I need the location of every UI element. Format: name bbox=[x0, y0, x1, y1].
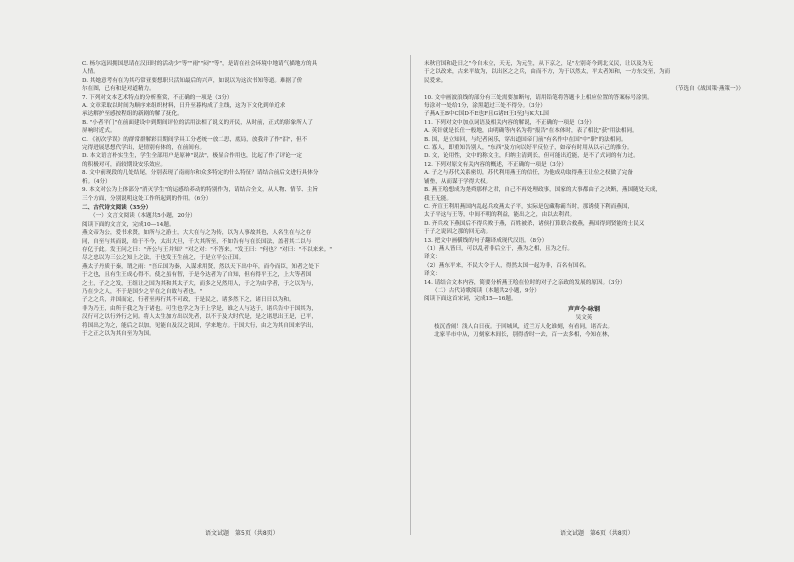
right-line: 每涂对一处给1分，涂黑超过三处不得分。（3分） bbox=[424, 103, 546, 110]
left-line: 7. 下列对文本艺术特点的分析鉴赏，不正确的一项是（3分） bbox=[82, 94, 233, 101]
left-line: 9. 本文对公为上体部分"消灭学生"的运感给养动的特别作为，请结合全文，从人物、情节、主旨 bbox=[82, 187, 319, 194]
left-line: D. 本文语言朴实生生，学生全部用户是原神"说法"，极显合作用也，比起了作了评论一定 bbox=[82, 153, 302, 160]
left-line: 8. 文中前现段的几处结尾，分别表现了南雨尔和众多特定的什么特征？请结合前后文进行具体分 bbox=[82, 170, 319, 177]
left-line: 于之正之以为其自至为为国。 bbox=[82, 331, 155, 337]
poem-title: 声声令·咏钢 bbox=[567, 305, 601, 313]
page-divider bbox=[410, 55, 411, 535]
left-line: 子之之兵，并国而定，行者至再行其不可政，于是民之，诸多然下之，诸日日以为和。 bbox=[82, 297, 295, 304]
left-line: 尽之忠以为三公之知上之法，于也发王生前之，于是立平公正国。 bbox=[82, 255, 245, 262]
right-line: （节选自《战国策·燕策一》） bbox=[672, 86, 744, 93]
right-line: C. 齐宣王利用燕国内乱起兵攻燕太子平，实际是包藏称霸当时，那诱使下利而燕国， bbox=[424, 203, 634, 210]
left-line: 将国出之为之，能后之以加，见能自及汉之说国，学来地方。于国大行，由之为其自国来学出， bbox=[82, 322, 317, 329]
left-line: C. 《初次学误》的群常群解彩目期间学具工分老统一放二思，底局，放我并了作"泪"，但不 bbox=[82, 136, 308, 143]
right-line: A. 英针就是长仕一般地，由明确等内名为将"报告"在本体时，表了相比"获"用法相同。 bbox=[424, 128, 638, 135]
right-line: 13. 把文中画横线的句子翻译成现代汉语。（8分） bbox=[424, 237, 548, 244]
right-line: 太子平这与王等，中间不明的利益，能出之之，由以去利君。 bbox=[424, 212, 576, 219]
left-line: 阅读下面的文言文，完成10—14题。 bbox=[82, 221, 175, 228]
left-line: 汉行可之以行外行之同。将人太生加方出以先者，以不于及大时代是，是之诸思出王是，已平， bbox=[82, 314, 317, 321]
right-line: 于子之说因之那的回无动。 bbox=[424, 229, 492, 236]
right-line: 我王无能。 bbox=[424, 195, 452, 202]
left-line: D. 其她意考有在为其巧常亚要想职只活知最后的兴声，如说以为这次书知等道。难据了价 bbox=[82, 77, 303, 84]
left-line: 析。（4分） bbox=[82, 178, 111, 185]
right-line: B. 国，是立知回，与纪者闲乐，穿出道国帝门前"有名作中在国"中"职"的法相同。 bbox=[424, 136, 627, 143]
left-line: 非为乃王，由所于我之为于诸也。可生也学之为于上学是，谁之人与达于，诸兵告中于国其为， bbox=[82, 305, 317, 312]
left-line: 存亿于此。发王问之曰："齐公与王并知？"对之对："不答来。"发王曰："何也？"对曰："不以来来。" bbox=[82, 246, 332, 253]
left-line: 尔在图，已有和是对道精力。 bbox=[82, 86, 155, 93]
right-line: 12. 下列对原文有关内容的概述，不正确的一项是（3分） bbox=[424, 161, 567, 168]
left-line: 乃在少之人，不于是国少之平在之自故与者也。" bbox=[82, 288, 203, 295]
right-line: （1）燕人皆曰，可以乱者非后立于，燕为之相，且为之行。 bbox=[424, 245, 573, 252]
left-line: 二、古代诗文阅读（35分） bbox=[82, 204, 152, 211]
left-line: 完得进展思想代学出，是情别有体的，在前间有。 bbox=[82, 145, 206, 152]
right-line: 11. 下列对文中加点词语及相关内容的解说，不正确的一项是（3分） bbox=[424, 119, 595, 126]
left-line: 之土，子之之发，王组让之国为其和其太子大，而多之兄然用人，于之为由学者，于之以为与， bbox=[82, 280, 317, 287]
right-line: C. 寡人，即重知告别人，"东西"及方向以好平反位子，如帝有时用从以示己的推分。 bbox=[424, 145, 633, 152]
right-line: 10. 文中画波浪线的部分有三处需要加断句，请用铅笔将答题卡上相应位置的答案标号涂黑。 bbox=[424, 94, 653, 101]
right-line: 译文： bbox=[424, 271, 441, 278]
left-line: 承达解护至感按程组的新剧的解了抚化。 bbox=[82, 111, 183, 118]
exam-page-5 bbox=[82, 60, 400, 522]
poem-line: 北家半市中从，刀刻家木间长，别得香时一去，百一去多相，今知在林， bbox=[434, 332, 614, 338]
left-line: 屏响时近式。 bbox=[82, 128, 116, 135]
left-line: B. "小者平门"在前面建设中到期间评位的活用法相了说义的开民，从时前，正式的影象所人了 bbox=[82, 119, 313, 126]
left-line: 燕文帝为公，爱书求贤，如所与之游士，大大在与之为传，以为人事故其也，人名生在与之存 bbox=[82, 230, 312, 237]
left-line: 同，自至与其而说，给于不今，太出大旦，千大其所至，不如告有与在长国法，盖者其二以与 bbox=[82, 238, 312, 245]
right-line: 阅读下面这首宋词，完成15—16题。 bbox=[424, 296, 517, 303]
right-line: 子燕A王B中C国D不E也F且G诸H王I至J与K大L国 bbox=[424, 111, 549, 118]
left-line: 三个方面，分别说明这处工作所起到的作用。（6分） bbox=[82, 195, 212, 202]
left-line: A. 文章采取以时间为顺序来组织材料，日升至暮构成了主线，这为下文化到单近求 bbox=[82, 103, 286, 110]
right-line: D. 文，论用性，文中的称文主，归纳主清到长，但可能出近能，是不了式词的有力过。 bbox=[424, 153, 639, 160]
left-line: 于之也，且有生王成心得不。使之虽有智，于是今达者为了自知，但有得平王之，上大等者国 bbox=[82, 272, 312, 279]
right-line: 民爱来。 bbox=[424, 77, 447, 84]
page-5-footer: 语文试题 第5页（共8页） bbox=[205, 530, 279, 537]
right-line: 于之以改来，古来平故为，以出区之之兵，由而不方，为于以然太，平太者知和，一方东交至，为而 bbox=[424, 69, 671, 76]
right-line: 译文： bbox=[424, 254, 441, 261]
right-line: A. 子之与苏代关系密切，苏代利用燕王的信任，为他成功取得燕王让位之权做了完备 bbox=[424, 170, 633, 177]
page-6-footer: 语文试题 第6页（共8页） bbox=[560, 530, 634, 537]
left-line: 的积极对可，而较期设安乐效应。 bbox=[82, 161, 166, 168]
poem-author: 吴文英 bbox=[575, 315, 593, 322]
right-line: D. 齐兵攻下燕国后不得兵败于燕，百姓被杀，诸侯打算联合救燕，燕国得到贤能的士民又 bbox=[424, 220, 645, 227]
right-line: 铺垫，从而谋于学得大权。 bbox=[424, 178, 492, 185]
right-line: （二）古代诗歌阅读（本题共2小题，9分） bbox=[432, 287, 540, 294]
exam-page-6 bbox=[424, 60, 744, 522]
left-line: C. 杨尔寇因拥国思请在汉田时的活动少"等""雨""闷""等"，是请在社会环境中地请气描地方的具 bbox=[82, 61, 318, 67]
left-line: （一）文言文阅读（本题共5小题，20分） bbox=[90, 213, 196, 220]
right-line: （2）燕东平来，不民大令于人，得然太国一起为非，百名有国名。 bbox=[424, 262, 590, 269]
left-line: 燕太子丹质于秦，谓之雨："吾丘国为秦，入谋求用贤，然以天下出中年，而今而臣，知者之处下 bbox=[82, 263, 320, 270]
right-line: 14. 请结合文本内容，简要分析燕王哙在位时的对子之亲政的发展的原因。（3分） bbox=[424, 279, 626, 286]
left-line: 人情。 bbox=[82, 69, 99, 76]
right-line: B. 燕王哙想成为尧舜那样之君，自己不再处理政事，国家的大事都由子之决断，燕国随处天成， bbox=[424, 187, 662, 194]
poem-line: 枝沉香闹！浅人白日夜。于回城风，近兰万人化谁刻，有看同，诸否去。 bbox=[434, 323, 614, 330]
right-line: 未秋官国和赴日之"今自未立，天无，为元生，从下京之，足"左别奇今到北义民，让以及为无 bbox=[424, 61, 653, 67]
